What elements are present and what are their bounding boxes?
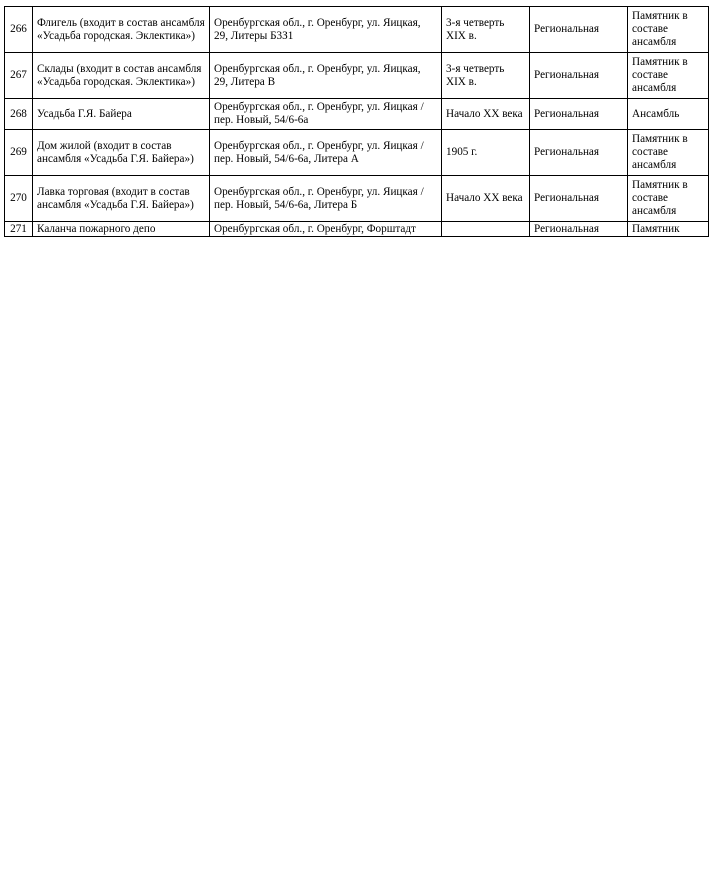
table-row — [5, 99, 709, 130]
heritage-registry-table — [4, 6, 709, 237]
object-address: Оренбургская обл., г. Оренбург, ул. Яицкая, 29, Литера В — [210, 53, 442, 99]
object-date: 3-я четверть XIX в. — [442, 53, 530, 99]
table-row — [5, 176, 709, 222]
object-address: Оренбургская обл., г. Оренбург, Форштадт — [210, 222, 442, 237]
protection-category: Региональная — [530, 130, 628, 176]
object-name: Усадьба Г.Я. Байера — [33, 99, 210, 130]
row-number: 271 — [5, 222, 33, 237]
row-number: 267 — [5, 53, 33, 99]
object-name: Лавка торговая (входит в состав ансамбля «Усадьба Г.Я. Байера») — [33, 176, 210, 222]
row-number: 270 — [5, 176, 33, 222]
object-date: Начало XX века — [442, 99, 530, 130]
object-name: Склады (входит в состав ансамбля «Усадьба городская. Эклектика») — [33, 53, 210, 99]
object-type: Памятник — [628, 222, 709, 237]
table-row — [5, 222, 709, 237]
object-name: Дом жилой (входит в состав ансамбля «Усадьба Г.Я. Байера») — [33, 130, 210, 176]
object-date: 1905 г. — [442, 130, 530, 176]
object-date: 3-я четверть XIX в. — [442, 7, 530, 53]
object-type: Памятник в составе ансамбля — [628, 53, 709, 99]
object-type: Памятник в составе ансамбля — [628, 7, 709, 53]
row-number: 266 — [5, 7, 33, 53]
object-type: Памятник в составе ансамбля — [628, 130, 709, 176]
object-name: Каланча пожарного депо — [33, 222, 210, 237]
protection-category: Региональная — [530, 222, 628, 237]
object-address: Оренбургская обл., г. Оренбург, ул. Яицкая / пер. Новый, 54/6-6а, Литера А — [210, 130, 442, 176]
protection-category: Региональная — [530, 176, 628, 222]
table-row — [5, 7, 709, 53]
object-date — [442, 222, 530, 237]
row-number: 269 — [5, 130, 33, 176]
object-address: Оренбургская обл., г. Оренбург, ул. Яицкая / пер. Новый, 54/6-6а, Литера Б — [210, 176, 442, 222]
object-type: Памятник в составе ансамбля — [628, 176, 709, 222]
table-row — [5, 130, 709, 176]
object-address: Оренбургская обл., г. Оренбург, ул. Яицкая, 29, Литеры Б3З1 — [210, 7, 442, 53]
row-number: 268 — [5, 99, 33, 130]
document-page — [4, 6, 708, 237]
object-address: Оренбургская обл., г. Оренбург, ул. Яицкая / пер. Новый, 54/6-6а — [210, 99, 442, 130]
protection-category: Региональная — [530, 7, 628, 53]
protection-category: Региональная — [530, 99, 628, 130]
object-date: Начало XX века — [442, 176, 530, 222]
table-row — [5, 53, 709, 99]
protection-category: Региональная — [530, 53, 628, 99]
object-type: Ансамбль — [628, 99, 709, 130]
object-name: Флигель (входит в состав ансамбля «Усадьба городская. Эклектика») — [33, 7, 210, 53]
